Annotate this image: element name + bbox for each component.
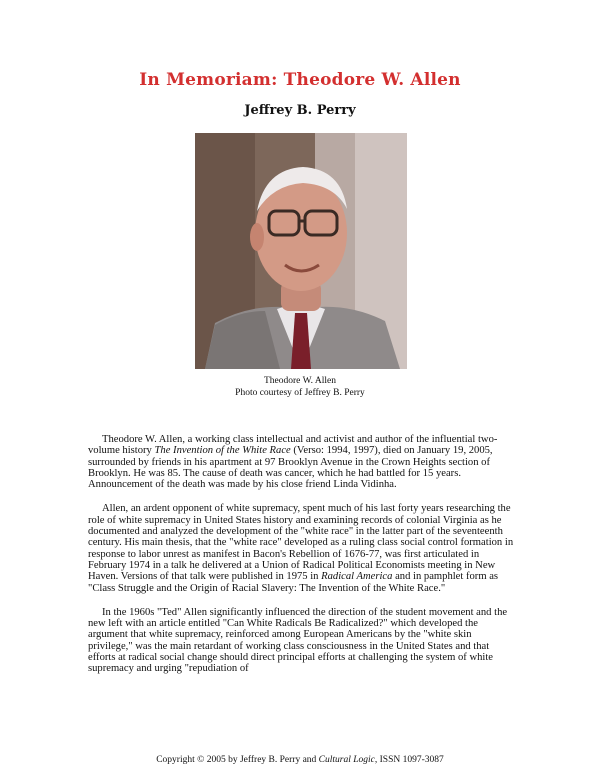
photo-caption [0,375,600,399]
paragraph: Theodore W. Allen, a working class intellectual and activist and author of the influential two-volume history The Invention of the White Race (Verso: 1994, 1997), died on January 19, 2005, surrounded by friends in his apartment at 97 Brooklyn Avenue in the Crown Heights section of Brooklyn. He was 85. The cause of death was cancer, which he had battled for 15 years. Announcement of the death was made by his close friend Linda Vidinha. [88,434,498,491]
article-body [88,434,518,688]
paragraph: In the 1960s "Ted" Allen significantly influenced the direction of the student movement and the new left with an article entitled "Can White Radicals Be Radicalized?" which developed the argument that white supremacy, reinforced among European Americans by the "white skin privilege," was the main retardant of working class consciousness in the United States and that efforts at radical social change should direct principal efforts at challenging the system of white supremacy and urging "repudiation of [88,606,508,675]
caption-name: Theodore W. Allen [263,376,337,386]
article-author: Jeffrey B. Perry [244,103,356,118]
article-title: In Memoriam: Theodore W. Allen [139,70,461,90]
copyright-footer: Copyright © 2005 by Jeffrey B. Perry and Cultural Logic, ISSN 1097-3087 [156,755,444,765]
paragraph: Allen, an ardent opponent of white supremacy, spent much of his last forty years researching the role of white supremacy in United States history and examining records of colonial Virginia as he documented and analyzed the development of the "white race" in the latter part of the seventeenth century. His main thesis, that the "white race" developed as a ruling class social control formation in response to labor unrest as manifest in Bacon's Rebellion of 1676-77, was first articulated in February 1974 in a talk he delivered at a Union of Radical Political Economists meeting in New Haven. Versions of that talk were published in 1975 in Radical America and in pamphlet form as "Class Struggle and the Origin of Racial Slavery: The Invention of the White Race." [88,503,514,594]
portrait-photo [195,133,407,369]
caption-credit: Photo courtesy of Jeffrey B. Perry [235,388,365,398]
